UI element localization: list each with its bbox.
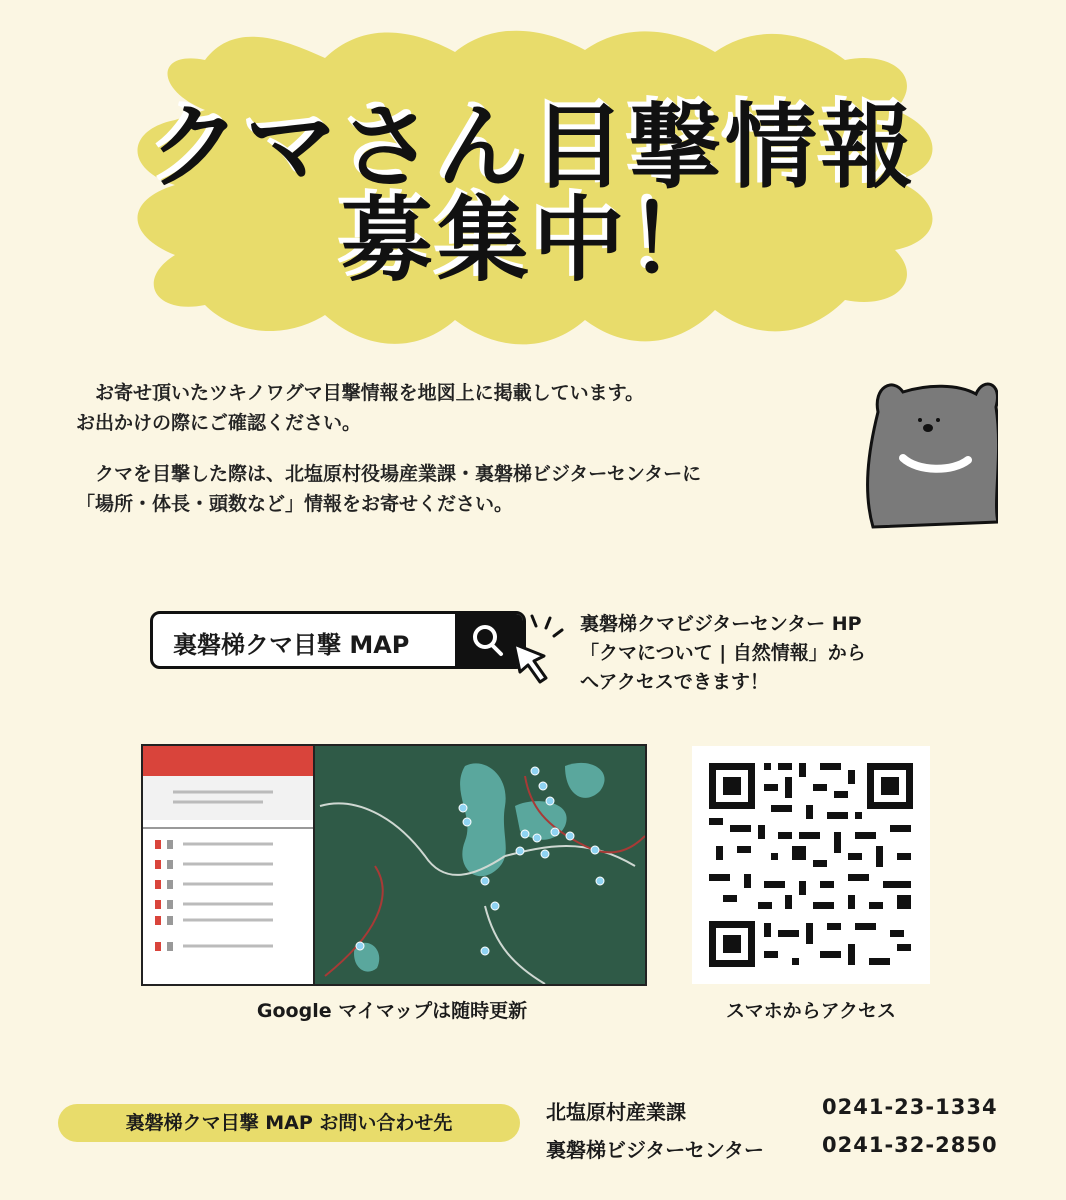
bear-illustration bbox=[858, 372, 998, 532]
intro-line4: 「場所・体長・頭数など」情報をお寄せください。 bbox=[76, 493, 514, 515]
headline-line1: クマさん目撃情報 bbox=[148, 94, 917, 201]
intro-line2: お出かけの際にご確認ください。 bbox=[76, 412, 362, 434]
qr-code[interactable] bbox=[692, 746, 930, 984]
cursor-icon bbox=[506, 614, 576, 690]
headline-line2: 募集中！ bbox=[340, 187, 725, 294]
contact-label: 裏磐梯クマ目撃 MAP お問い合わせ先 bbox=[58, 1104, 520, 1142]
hp-note-line1: 裏磐梯クマビジターセンター HP bbox=[580, 613, 862, 635]
google-mymap-preview[interactable] bbox=[141, 744, 647, 986]
qr-code-pattern bbox=[692, 746, 930, 984]
contact-name-1: 北塩原村産業課 bbox=[546, 1100, 686, 1124]
hp-note-line3: へアクセスできます！ bbox=[580, 671, 769, 693]
contact-phone-2[interactable]: 0241-32-2850 bbox=[822, 1133, 998, 1157]
map-view[interactable] bbox=[315, 746, 645, 984]
map-sidebar bbox=[143, 746, 315, 984]
map-sidebar-header bbox=[143, 746, 313, 776]
contact-name-2: 裏磐梯ビジターセンター bbox=[546, 1138, 764, 1162]
qr-caption: スマホからアクセス bbox=[725, 1000, 897, 1022]
map-caption: Google マイマップは随時更新 bbox=[256, 1000, 528, 1022]
hp-note-line2: 「クマについて | 自然情報」から bbox=[580, 642, 866, 664]
contact-phone-1[interactable]: 0241-23-1334 bbox=[822, 1095, 998, 1119]
intro-line1: お寄せ頂いたツキノワグマ目撃情報を地図上に掲載しています。 bbox=[76, 382, 645, 404]
search-query: 裏磐梯クマ目撃 MAP bbox=[173, 631, 410, 659]
map-sidebar-list bbox=[143, 776, 313, 984]
search-bar[interactable] bbox=[150, 611, 526, 669]
intro-line3: クマを目撃した際は、北塩原村役場産業課・裏磐梯ビジターセンターに bbox=[76, 463, 702, 485]
